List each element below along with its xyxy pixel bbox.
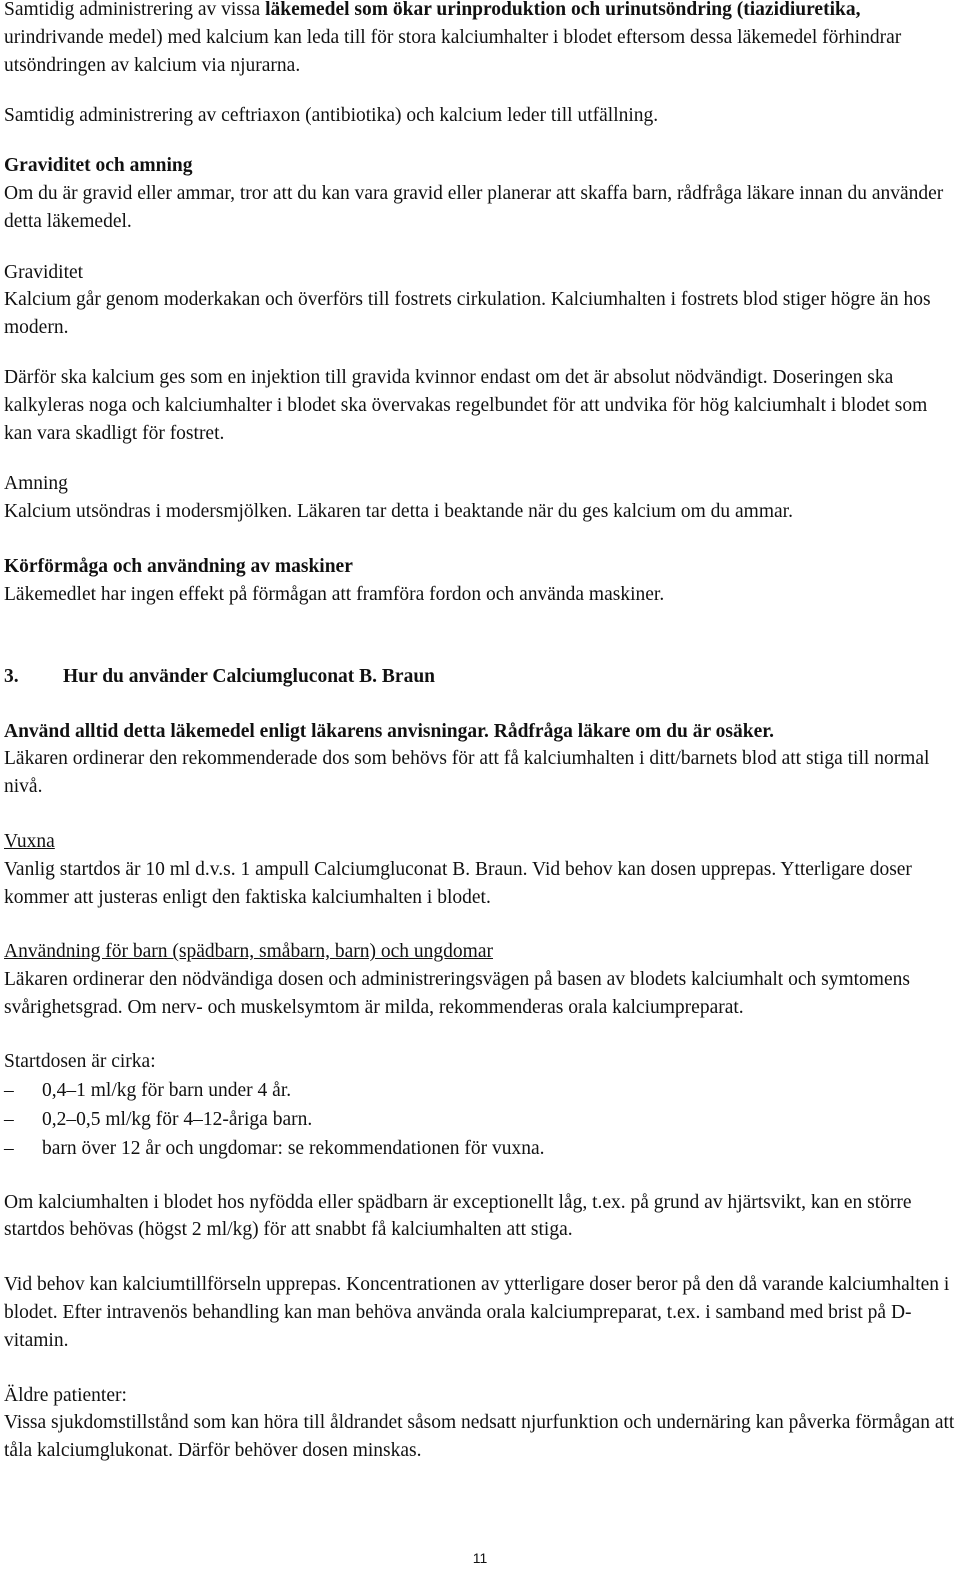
pregnancy-text: Kalcium går genom moderkakan och överförs till fostrets cirkulation. Kalciumhalten i fostrets blod stiger högre än hos modern. xyxy=(4,289,931,339)
breastfeeding-text: Kalcium utsöndras i modersmjölken. Läkaren tar detta i beaktande när du ges kalcium om du ammar. xyxy=(4,501,793,523)
dash-bullet: – xyxy=(4,1079,14,1101)
thiazide-interaction-paragraph xyxy=(4,0,956,79)
breastfeeding-heading: Amning xyxy=(4,473,68,495)
driving-heading: Körförmåga och användning av maskiner xyxy=(4,555,353,577)
section-title-text: Hur du använder Calciumgluconat B. Braun xyxy=(63,665,436,687)
driving-text: Läkemedlet har ingen effekt på förmågan att framföra fordon och använda maskiner. xyxy=(4,583,665,605)
interaction-text-start: Samtidig administrering av vissa xyxy=(4,0,266,20)
interaction-text-end: urindrivande medel) med kalcium kan leda till för stora kalciumhalter i blodet eftersom dessa läkemedel förhindrar utsöndringen av kalcium via njurarna. xyxy=(4,26,902,76)
list-item-text: 0,4–1 ml/kg för barn under 4 år. xyxy=(42,1079,292,1101)
pregnancy-breastfeeding-heading: Graviditet och amning xyxy=(4,155,193,177)
adults-text: Vanlig startdos är 10 ml d.v.s. 1 ampull Calciumgluconat B. Braun. Vid behov kan dosen upprepas. Ytterligare doser kommer att justeras enligt den faktiska kalciumhalten i blodet. xyxy=(4,858,912,908)
newborn-dose-text: Om kalciumhalten i blodet hos nyfödda eller spädbarn är exceptionellt låg, t.ex. på grund av hjärtsvikt, kan en större startdos behövas (högst 2 ml/kg) för att snabbt få kalciumhalten att stiga. xyxy=(4,1191,912,1241)
dash-bullet: – xyxy=(4,1108,14,1130)
section-number: 3. xyxy=(4,665,19,687)
list-item xyxy=(4,1105,956,1134)
section-3-title xyxy=(4,663,956,691)
list-item-text: 0,2–0,5 ml/kg för 4–12-åriga barn. xyxy=(42,1108,313,1130)
repeat-dose-text: Vid behov kan kalciumtillförseln upprepas. Koncentrationen av ytterligare doser beror på den då varande kalciumhalten i blodet. Efter intravenös behandling kan man behöva använda orala kalciumpreparat, t.ex. i samband med brist på D-vitamin. xyxy=(4,1274,950,1351)
ceftriaxone-interaction-paragraph: Samtidig administrering av ceftriaxon (antibiotika) och kalcium leder till utfällning. xyxy=(4,105,659,127)
start-dose-label: Startdosen är cirka: xyxy=(4,1050,156,1072)
list-item xyxy=(4,1134,956,1163)
pregnancy-text-2: Därför ska kalcium ges som en injektion till gravida kvinnor endast om det är absolut nödvändigt. Doseringen ska kalkyleras noga och kalciumhalter i blodet ska övervakas regelbundet för att undvika för hög kalciumhalt i blodet som kan vara skadligt för fostret. xyxy=(4,366,928,444)
elderly-heading: Äldre patienter: xyxy=(4,1384,127,1406)
document-page xyxy=(4,0,956,1465)
adults-heading: Vuxna xyxy=(4,830,55,852)
pregnancy-breastfeeding-text: Om du är gravid eller ammar, tror att du kan vara gravid eller planerar att skaffa barn, rådfråga läkare innan du använder detta läkemedel. xyxy=(4,182,944,232)
start-dose-list xyxy=(4,1076,956,1163)
interaction-bold-text: läkemedel som ökar urinproduktion och urinutsöndring (tiazidiuretika, xyxy=(265,0,861,20)
list-item-text: barn över 12 år och ungdomar: se rekommendationen för vuxna. xyxy=(42,1137,545,1159)
usage-instruction-bold: Använd alltid detta läkemedel enligt läkarens anvisningar. Rådfråga läkare om du är osäker. xyxy=(4,720,774,742)
page-number: 11 xyxy=(472,1550,488,1566)
children-heading: Användning för barn (spädbarn, småbarn, barn) och ungdomar xyxy=(4,941,493,963)
elderly-text: Vissa sjukdomstillstånd som kan höra till åldrandet såsom nedsatt njurfunktion och undernäring kan påverka förmågan att tåla kalciumglukonat. Därför behöver dosen minskas. xyxy=(4,1412,955,1462)
children-text: Läkaren ordinerar den nödvändiga dosen och administreringsvägen på basen av blodets kalciumhalt och symtomens svårighetsgrad. Om nerv- och muskelsymtom är milda, rekommenderas orala kalciumpreparat. xyxy=(4,969,910,1018)
dash-bullet: – xyxy=(4,1137,14,1159)
usage-intro-text: Läkaren ordinerar den rekommenderade dos som behövs för att få kalciumhalten i ditt/barnets blod att stiga till normal nivå. xyxy=(4,748,930,798)
list-item xyxy=(4,1076,956,1105)
pregnancy-heading: Graviditet xyxy=(4,261,84,283)
